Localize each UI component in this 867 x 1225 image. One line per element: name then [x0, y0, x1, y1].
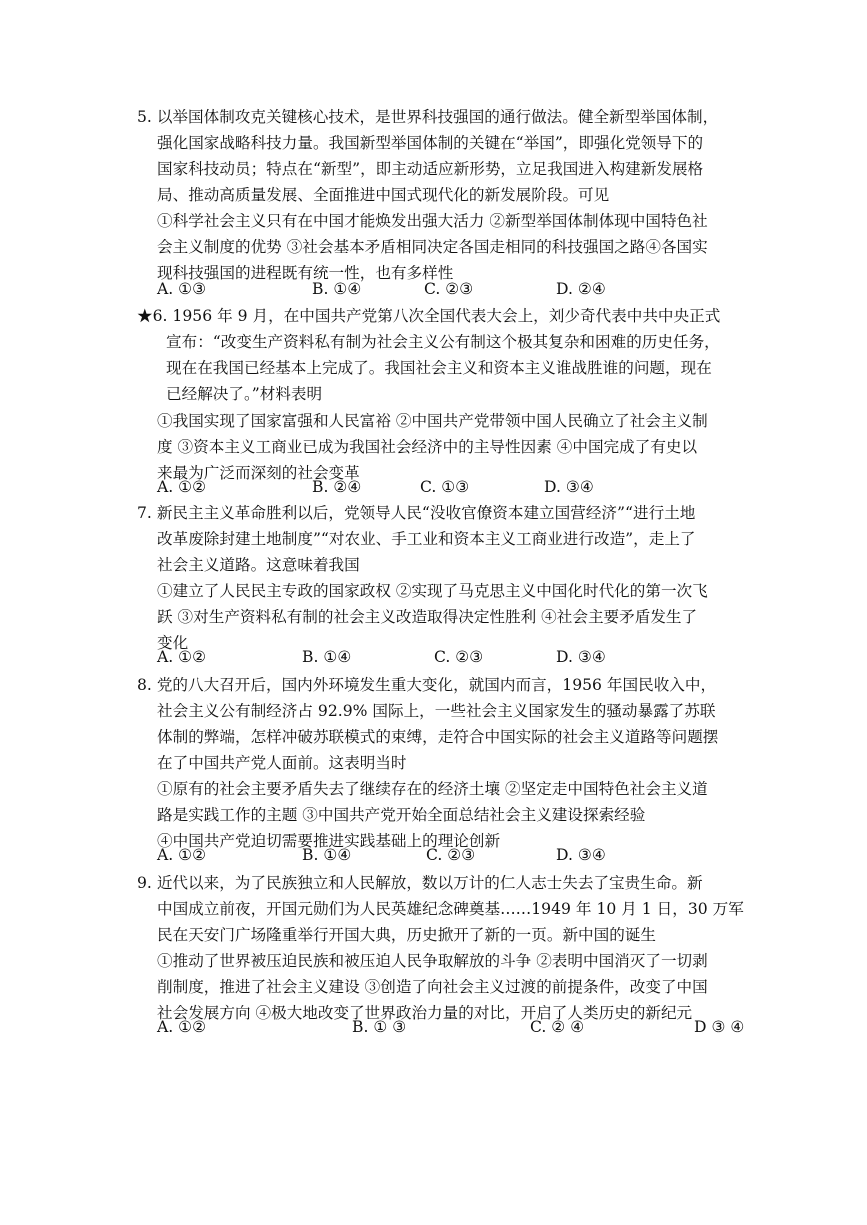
q8-option-d[interactable]: D. ③④ [556, 846, 606, 864]
q5-line-5: ①科学社会主义只有在中国才能焕发出强大活力 ②新型举国体制体现中国特色社 [157, 212, 708, 230]
q5-line-1: 5. 以举国体制攻克关键核心技术，是世界科技强国的通行做法。健全新型举国体制， [137, 108, 719, 126]
q7-line-1: 7. 新民主主义革命胜利以后，党领导人民“没收官僚资本建立国营经济”“进行土地 [137, 504, 696, 522]
q8-line-7: ④中国共产党迫切需要推进实践基础上的理论创新 [157, 832, 501, 850]
q7-option-b[interactable]: B. ①④ [302, 648, 352, 666]
q7-line-2: 改革废除封建土地制度”“对农业、手工业和资本主义工商业进行改造”，走上了 [157, 530, 696, 548]
q9-line-2: 中国成立前夜，开国元勋们为人民英雄纪念碑奠基……1949 年 10 月 1 日，30 万军 [157, 900, 744, 918]
q5-options [157, 277, 777, 302]
q6-line-7: 来最为广泛而深刻的社会变革 [157, 464, 360, 482]
q9-line-1: 9. 近代以来，为了民族独立和人民解放，数以万计的仁人志士失去了宝贵生命。新 [137, 874, 703, 892]
q6-line-3: 现在在我国已经基本上完成了。我国社会主义和资本主义谁战胜谁的问题，现在 [166, 359, 712, 377]
q6-option-d[interactable]: D. ③④ [544, 478, 594, 496]
q6-line-5: ①我国实现了国家富强和人民富裕 ②中国共产党带领中国人民确立了社会主义制 [157, 412, 708, 430]
q5-option-d[interactable]: D. ②④ [556, 280, 606, 298]
q8-line-3: 体制的弊端，怎样冲破苏联模式的束缚，走符合中国实际的社会主义道路等问题摆 [157, 728, 719, 746]
q5-line-7: 现科技强国的进程既有统一性，也有多样性 [157, 264, 454, 282]
q7-line-3: 社会主义道路。这意味着我国 [157, 556, 360, 574]
q5-option-c[interactable]: C. ②③ [424, 280, 474, 298]
q8-option-b[interactable]: B. ①④ [302, 846, 352, 864]
q8-option-a[interactable]: A. ①② [157, 846, 207, 864]
q9-line-4: ①推动了世界被压迫民族和被压迫人民争取解放的斗争 ②表明中国消灭了一切剥 [157, 952, 708, 970]
q9-options [157, 1015, 777, 1040]
q6-line-4: 已经解决了。”材料表明 [166, 385, 323, 403]
q5-line-3: 国家科技动员；特点在“新型”，即主动适应新形势，立足我国进入构建新发展格 [157, 160, 704, 178]
q9-option-a[interactable]: A. ①② [157, 1018, 207, 1036]
q6-option-b[interactable]: B. ②④ [312, 478, 362, 496]
q8-line-2: 社会主义公有制经济占 92.9% 国际上，一些社会主义国家发生的骚动暴露了苏联 [157, 702, 716, 720]
q7-option-d[interactable]: D. ③④ [556, 648, 606, 666]
q9-line-3: 民在天安门广场隆重举行开国大典，历史掀开了新的一页。新中国的诞生 [157, 926, 657, 944]
q9-option-b[interactable]: B. ① ③ [352, 1018, 407, 1036]
q9-line-5: 削制度，推进了社会主义建设 ③创造了向社会主义过渡的前提条件，改变了中国 [157, 978, 708, 996]
q8-options [157, 843, 777, 868]
q6-option-c[interactable]: C. ①③ [420, 478, 470, 496]
q9-option-c[interactable]: C. ② ④ [530, 1018, 585, 1036]
q9-option-d[interactable]: D ③ ④ [694, 1018, 745, 1036]
q5-line-2: 强化国家战略科技力量。我国新型举国体制的关键在“举国”，即强化党领导下的 [157, 134, 704, 152]
q7-option-a[interactable]: A. ①② [157, 648, 207, 666]
q8-line-4: 在了中国共产党人面前。这表明当时 [157, 754, 407, 772]
q5-line-4: 局、推动高质量发展、全面推进中国式现代化的新发展阶段。可见 [157, 186, 610, 204]
q8-line-1: 8. 党的八大召开后，国内外环境发生重大变化，就国内而言，1956 年国民收入中， [137, 676, 717, 694]
q8-option-c[interactable]: C. ②③ [426, 846, 476, 864]
q6-line-2: 宣布：“改变生产资料私有制为社会主义公有制这个极其复杂和困难的历史任务， [166, 333, 720, 351]
q6-line-1: ★6. 1956 年 9 月，在中国共产党第八次全国代表大会上，刘少奇代表中共中央正式 [137, 307, 721, 325]
q6-line-6: 度 ③资本主义工商业已成为我国社会经济中的主导性因素 ④中国完成了有史以 [157, 438, 698, 456]
q9-line-6: 社会发展方向 ④极大地改变了世界政治力量的对比，开启了人类历史的新纪元 [157, 1004, 693, 1022]
q6-option-a[interactable]: A. ①② [157, 478, 207, 496]
q5-line-6: 会主义制度的优势 ③社会基本矛盾相同决定各国走相同的科技强国之路④各国实 [157, 238, 708, 256]
q5-option-a[interactable]: A. ①③ [157, 280, 207, 298]
q7-line-5: 跃 ③对生产资料私有制的社会主义改造取得决定性胜利 ④社会主要矛盾发生了 [157, 608, 698, 626]
q5-option-b[interactable]: B. ①④ [312, 280, 362, 298]
q7-line-4: ①建立了人民民主专政的国家政权 ②实现了马克思主义中国化时代化的第一次飞 [157, 582, 708, 600]
q8-line-6: 路是实践工作的主题 ③中国共产党开始全面总结社会主义建设探索经验 [157, 806, 646, 824]
q8-line-5: ①原有的社会主要矛盾失去了继续存在的经济土壤 ②坚定走中国特色社会主义道 [157, 780, 708, 798]
q7-options [157, 645, 777, 670]
q7-option-c[interactable]: C. ②③ [434, 648, 484, 666]
q6-options [157, 475, 777, 500]
q7-line-6: 变化 [157, 634, 189, 652]
